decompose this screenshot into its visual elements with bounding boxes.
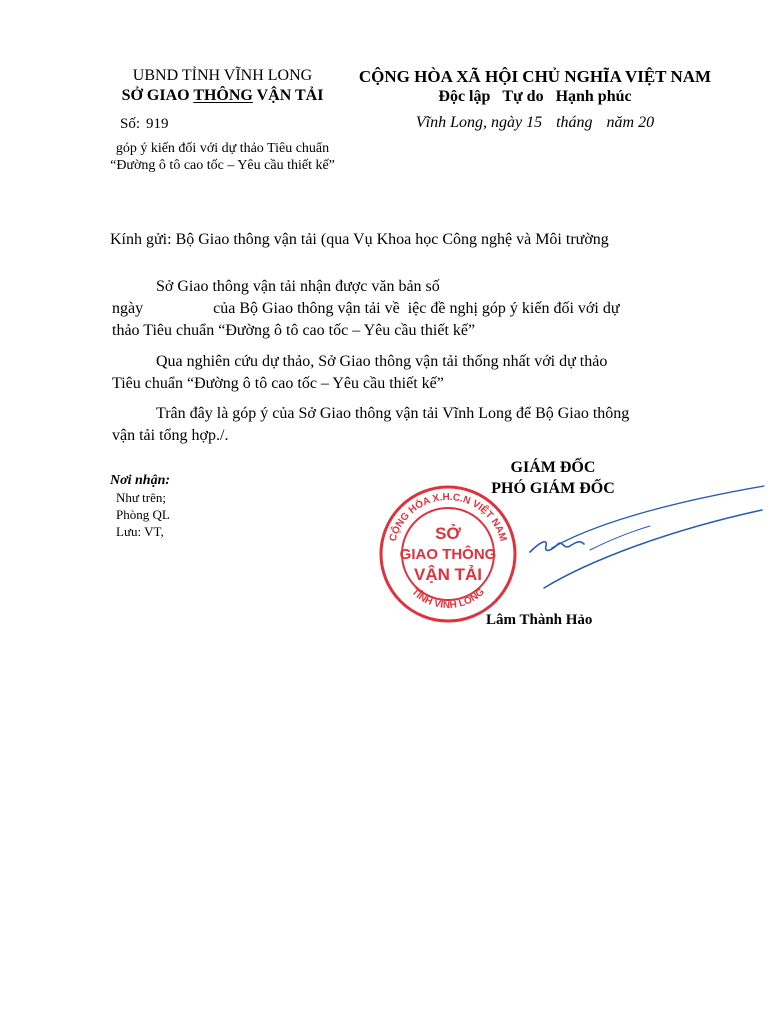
date-place: Vĩnh Long, ngày 15: [415, 114, 543, 131]
paragraph-3: [112, 403, 696, 447]
p1-line2-b: của Bộ Giao thông vận tải về: [213, 300, 400, 317]
handwritten-signature: [500, 480, 768, 590]
recipients-title: Nơi nhận:: [110, 473, 171, 488]
recipient-item: Phòng QL: [116, 507, 170, 522]
motto-2: Tự do: [502, 88, 544, 105]
number-value: 919: [146, 116, 169, 132]
stamp-ring-text: CỘNG HÒA X.H.C.N VIỆT NAM: [387, 491, 509, 543]
stamp-center-2: GIAO THÔNG: [399, 546, 497, 563]
department-part2: VẬN TẢI: [252, 87, 324, 104]
organization-name: UBND TỈNH VĨNH LONG: [132, 67, 313, 84]
date-month: tháng: [556, 114, 593, 131]
official-stamp: [377, 483, 519, 625]
motto: [355, 88, 715, 106]
motto-3: Hạnh phúc: [555, 88, 632, 105]
paragraph-2: [112, 351, 696, 395]
p1-line2-c: iệc đề nghị góp ý kiến đối với dự: [407, 300, 620, 317]
p1-line2-a: ngày: [112, 300, 144, 317]
recipient-item: Lưu: VT,: [116, 524, 164, 539]
number-label: Số:: [120, 116, 141, 132]
p2-line2: Tiêu chuẩn “Đường ô tô cao tốc – Yêu cầu thiết kế”: [112, 375, 444, 392]
document-number: [120, 116, 169, 133]
p3-line1: Trân đây là góp ý của Sở Giao thông vận tải Vĩnh Long để Bộ Giao thông: [156, 405, 630, 422]
document-subject: góp ý kiến đối với dự thảo Tiêu chuẩn “Đường ô tô cao tốc – Yêu cầu thiết kế”: [110, 141, 335, 173]
motto-1: Độc lập: [438, 88, 491, 105]
department-underlined: THÔNG: [193, 87, 253, 104]
recipients: [110, 472, 170, 540]
signer-title-1: GIÁM ĐỐC: [510, 459, 596, 476]
stamp-ring-bottom: TỈNH VĨNH LONG: [409, 586, 487, 612]
p1-line2: [112, 298, 696, 320]
date-line: [355, 114, 715, 132]
signer-title-2: PHÓ GIÁM ĐỐC: [491, 480, 615, 497]
department-name: [100, 87, 345, 105]
addressee: Kính gửi: Bộ Giao thông vận tải (qua Vụ Khoa học Công nghệ và Môi trường: [110, 231, 609, 248]
recipient-item: Như trên;: [116, 490, 167, 505]
stamp-center-3: VẬN TẢI: [414, 565, 482, 584]
p3-line2: vận tải tổng hợp./.: [112, 427, 229, 444]
nation-title: CỘNG HÒA XÃ HỘI CHỦ NGHĨA VIỆT NAM: [358, 67, 712, 86]
stamp-center-1: SỞ: [435, 524, 461, 543]
p1-line1: Sở Giao thông vận tải nhận được văn bản số: [156, 278, 440, 295]
p1-line3: thảo Tiêu chuẩn “Đường ô tô cao tốc – Yêu cầu thiết kế”: [112, 322, 476, 339]
department-part1: SỞ GIAO: [121, 87, 194, 104]
date-year: năm 20: [606, 114, 655, 131]
paragraph-1: [112, 276, 696, 342]
p2-line1: Qua nghiên cứu dự thảo, Sở Giao thông vận tải thống nhất với dự thảo: [156, 353, 608, 370]
signer-name: Lâm Thành Hảo: [486, 612, 593, 628]
